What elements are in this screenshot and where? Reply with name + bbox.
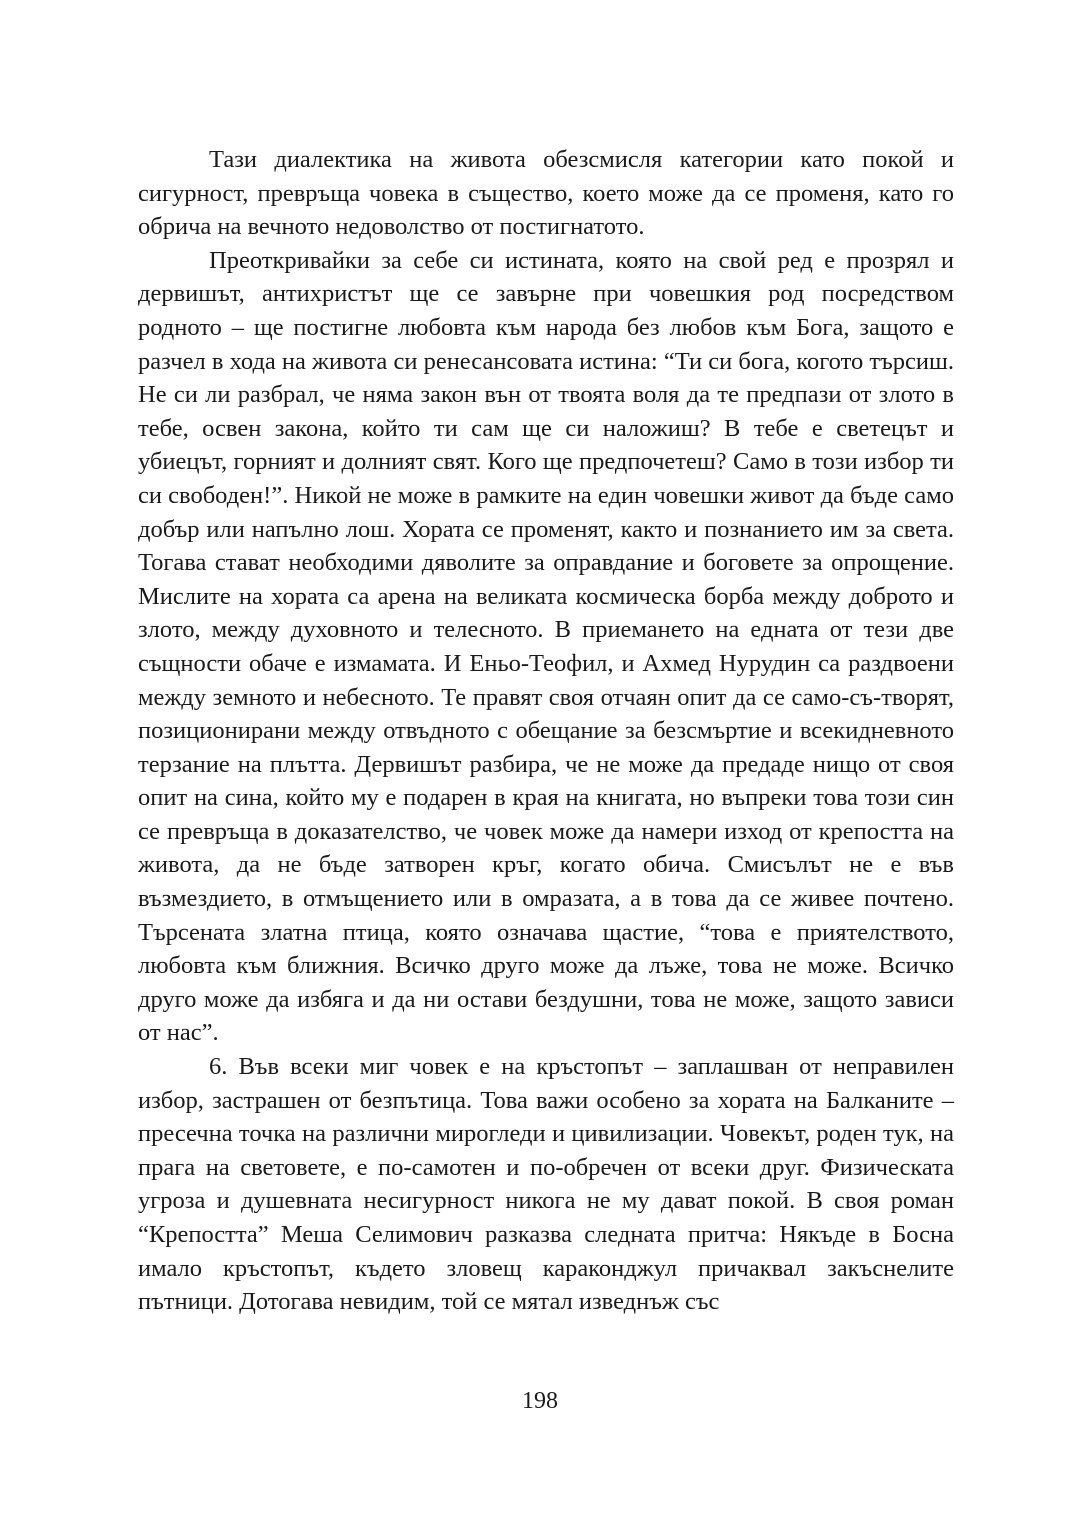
paragraph-3: 6. Във всеки миг човек е на кръстопът – заплашван от неправилен избор, застрашен от безпътица. Това важи особено за хората на Балканите – пресечна точка на различни мирогледи и цивилизации. Човекът, роден тук, на прага на световете, е по-самотен и по-обречен от всеки друг. Физическата угроза и душевната несигурност никога не му дават покой. В своя роман “Крепостта” Меша Селимович разказва следната притча: Някъде в Босна имало кръстопът, където зловещ караконджул причаквал закъснелите пътници. Дотогава невидим, той се мятал изведнъж със (138, 1053, 954, 1316)
page-number: 198 (522, 1388, 558, 1414)
paragraph-2: Преоткривайки за себе си истината, която на свой ред е прозрял и дервишът, антихристът ще се завърне при човешкия род посредством родното – ще постигне любовта към народа без любов към Бога, защото е разчел в хода на живота си ренесансовата истина: “Ти си бога, когото търсиш. Не си ли разбрал, че няма закон вън от твоята воля да те предпази от злото в тебе, освен закона, който ти сам ще си наложиш? В тебе е светецът и убиецът, горният и долният свят. Кого ще предпочетеш? Само в този избор ти си свободен!”. Никой не може в рамките на един човешки живот да бъде само добър или напълно лош. Хората се променят, както и познанието им за света. Тогава стават необходими дяволите за оправдание и боговете за опрощение. Мислите на хората са арена на великата космическа борба между доброто и злото, между духовното и телесното. В приемането на едната от тези две същности обаче е измамата. И Еньо-Теофил, и Ахмед Нурудин са раздвоени между земното и небесното. Те правят своя отчаян опит да се само-съ-творят, позиционирани между отвъдното с обещание за безсмъртие и всекидневното терзание на плътта. Дервишът разбира, че не може да предаде нищо от своя опит на сина, който му е подарен в края на книгата, но въпреки това този син се превръща в доказателство, че човек може да намери изход от крепостта на живота, да не бъде затворен кръг, когато обича. Смисълът не е във възмездието, в отмъщението или в омразата, а в това да се живее почтено. Търсената златна птица, която означава щастие, “това е приятелството, любовта към ближния. Всичко друго може да лъже, това не може. Всичко друго може да избяга и да ни остави бездушни, това не може, защото зависи от нас”. (138, 246, 954, 1047)
paragraph-1: Тази диалектика на живота обезсмисля категории като покой и сигурност, превръща човека в същество, което може да се променя, като го обрича на вечното недоволство от постигнатото. (138, 146, 954, 241)
body-text (138, 143, 954, 1319)
